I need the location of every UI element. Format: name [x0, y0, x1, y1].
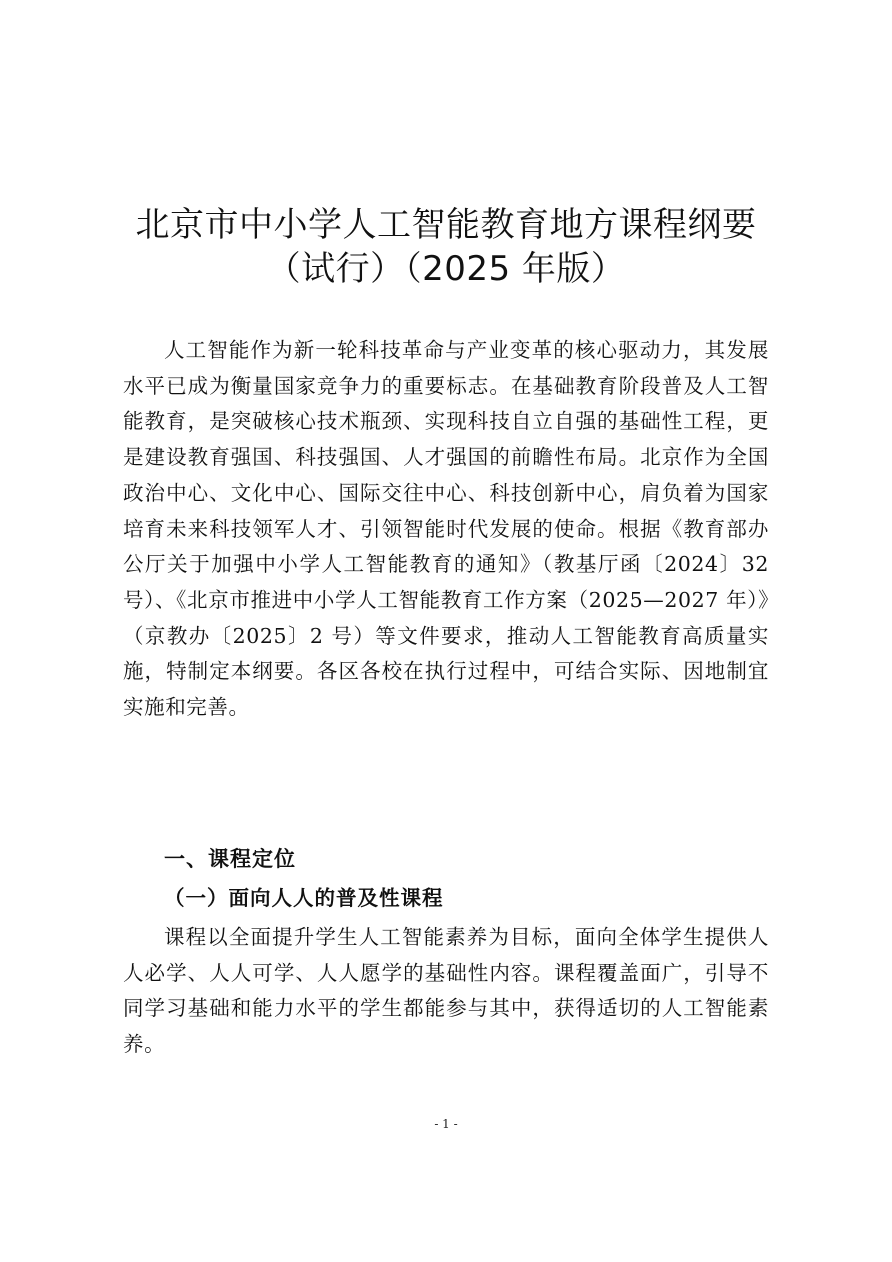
subsection-paragraph: 课程以全面提升学生人工智能素养为目标，面向全体学生提供人人必学、人人可学、人人愿学的基础性内容。课程覆盖面广，引导不同学习基础和能力水平的学生都能参与其中，获得适切的人工智能素养。 [123, 925, 769, 1057]
intro-paragraph: 人工智能作为新一轮科技革命与产业变革的核心驱动力，其发展水平已成为衡量国家竞争力的重要标志。在基础教育阶段普及人工智能教育，是突破核心技术瓶颈、实现科技自立自强的基础性工程，更是建设教育强国、科技强国、人才强国的前瞻性布局。北京作为全国政治中心、文化中心、国际交往中心、科技创新中心，肩负着为国家培育未来科技领军人才、引领智能时代发展的使命。根据《教育部办公厅关于加强中小学人工智能教育的通知》（教基厅函〔2024〕32 号）、《北京市推进中小学人工智能教育工作方案（2025—2027 年）》（京教办〔2025〕2 号）等文件要求，推动人工智能教育高质量实施，特制定本纲要。各区各校在执行过程中，可结合实际、因地制宜实施和完善。 [123, 338, 769, 720]
subsection-heading-universal-course: （一）面向人人的普及性课程 [164, 886, 444, 910]
page-number: - 1 - [434, 1117, 458, 1131]
section-heading-course-positioning: 一、课程定位 [164, 847, 296, 871]
document-title-line-1: 北京市中小学人工智能教育地方课程纲要 [135, 205, 757, 245]
document-title-line-2: （试行）（2025 年版） [266, 249, 626, 289]
